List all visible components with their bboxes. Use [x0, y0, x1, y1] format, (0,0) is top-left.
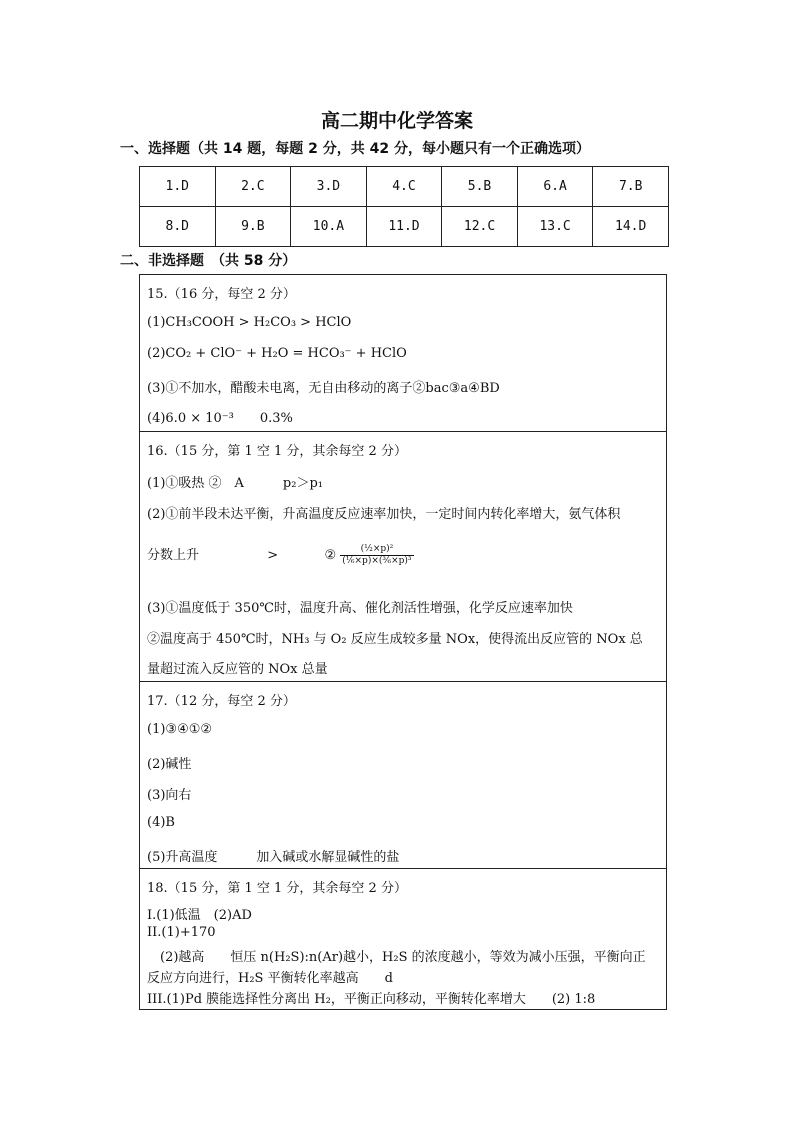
answer-line: (5)升高温度 加入碱或水解显碱性的盐	[147, 850, 400, 865]
answer-line: (3)①温度低于 350℃时，温度升高、催化剂活性增强，化学反应速率加快	[147, 601, 573, 616]
answer-line: (3)①不加水，醋酸未电离，无自由移动的离子②bac③a④BD	[147, 381, 500, 396]
answer-line: (2)①前半段未达平衡，升高温度反应速率加快，一定时间内转化率增大，氨气体积	[147, 507, 621, 522]
page-title: 高二期中化学答案	[320, 110, 473, 132]
answer-table	[139, 166, 669, 247]
answer-cell: 6.A	[517, 167, 593, 207]
answer-text: ②	[324, 548, 337, 563]
answer-line	[147, 544, 414, 567]
answer-text: 分数上升	[147, 548, 200, 563]
answer-cell: 14.D	[593, 207, 669, 247]
answer-line: (2)CO₂ + ClO⁻ + H₂O = HCO₃⁻ + HClO	[147, 346, 407, 361]
answer-cell: 10.A	[291, 207, 367, 247]
answer-cell: 2.C	[215, 167, 291, 207]
answer-cell: 12.C	[442, 207, 518, 247]
table-row	[140, 167, 669, 207]
question-17-header: 17.（12 分，每空 2 分）	[147, 694, 296, 709]
answer-cell: 3.D	[291, 167, 367, 207]
answer-line: (2)碱性	[147, 757, 192, 772]
question-18-header: 18.（15 分，第 1 空 1 分，其余每空 2 分）	[147, 881, 407, 896]
comparison-sign: >	[267, 548, 279, 563]
answer-cell: 1.D	[140, 167, 216, 207]
question-18-box	[139, 868, 667, 1010]
answer-line: 量超过流入反应管的 NOx 总量	[147, 662, 328, 677]
answer-cell: 9.B	[215, 207, 291, 247]
answer-line: (4)B	[147, 815, 175, 830]
question-16-header: 16.（15 分，第 1 空 1 分，其余每空 2 分）	[147, 444, 407, 459]
question-15-box	[139, 274, 667, 432]
fraction-numerator: (½×p)²	[340, 544, 413, 556]
answer-line: (1)③④①②	[147, 722, 213, 737]
answer-cell: 11.D	[366, 207, 442, 247]
fraction-denominator: (⅙×p)×(³⁄₆×p)³	[342, 556, 412, 566]
answer-line: (1)CH₃COOH > H₂CO₃ > HClO	[147, 315, 352, 330]
answer-line: 反应方向进行，H₂S 平衡转化率越高 d	[147, 971, 393, 986]
question-17-box	[139, 681, 667, 869]
table-row	[140, 207, 669, 247]
answer-line: (3)向右	[147, 788, 192, 803]
answer-cell: 5.B	[442, 167, 518, 207]
answer-line: (2)越高 恒压 n(H₂S):n(Ar)越小，H₂S 的浓度越小，等效为减小压强，平衡向正	[147, 950, 646, 965]
answer-cell: 4.C	[366, 167, 442, 207]
equilibrium-constant-fraction	[340, 544, 413, 567]
question-15-header: 15.（16 分，每空 2 分）	[147, 287, 296, 302]
answer-cell: 8.D	[140, 207, 216, 247]
answer-line: II.(1)+170	[147, 925, 216, 940]
answer-line: III.(1)Pd 膜能选择性分离出 H₂，平衡正向移动，平衡转化率增大 (2) 1:8	[147, 992, 596, 1007]
question-16-box	[139, 431, 667, 682]
answer-cell: 13.C	[517, 207, 593, 247]
answer-line: (1)①吸热 ② A p₂＞p₁	[147, 476, 324, 491]
section-heading-multiple-choice: 一、选择题（共 14 题，每题 2 分，共 42 分，每小题只有一个正确选项）	[120, 141, 590, 157]
answer-line: I.(1)低温 (2)AD	[147, 908, 252, 923]
answer-cell: 7.B	[593, 167, 669, 207]
answer-line: ②温度高于 450℃时，NH₃ 与 O₂ 反应生成较多量 NOx，使得流出反应管的 NOx 总	[147, 632, 643, 647]
answer-line: (4)6.0 × 10⁻³ 0.3%	[147, 411, 293, 426]
section-heading-non-choice: 二、非选择题 （共 58 分）	[120, 253, 297, 269]
